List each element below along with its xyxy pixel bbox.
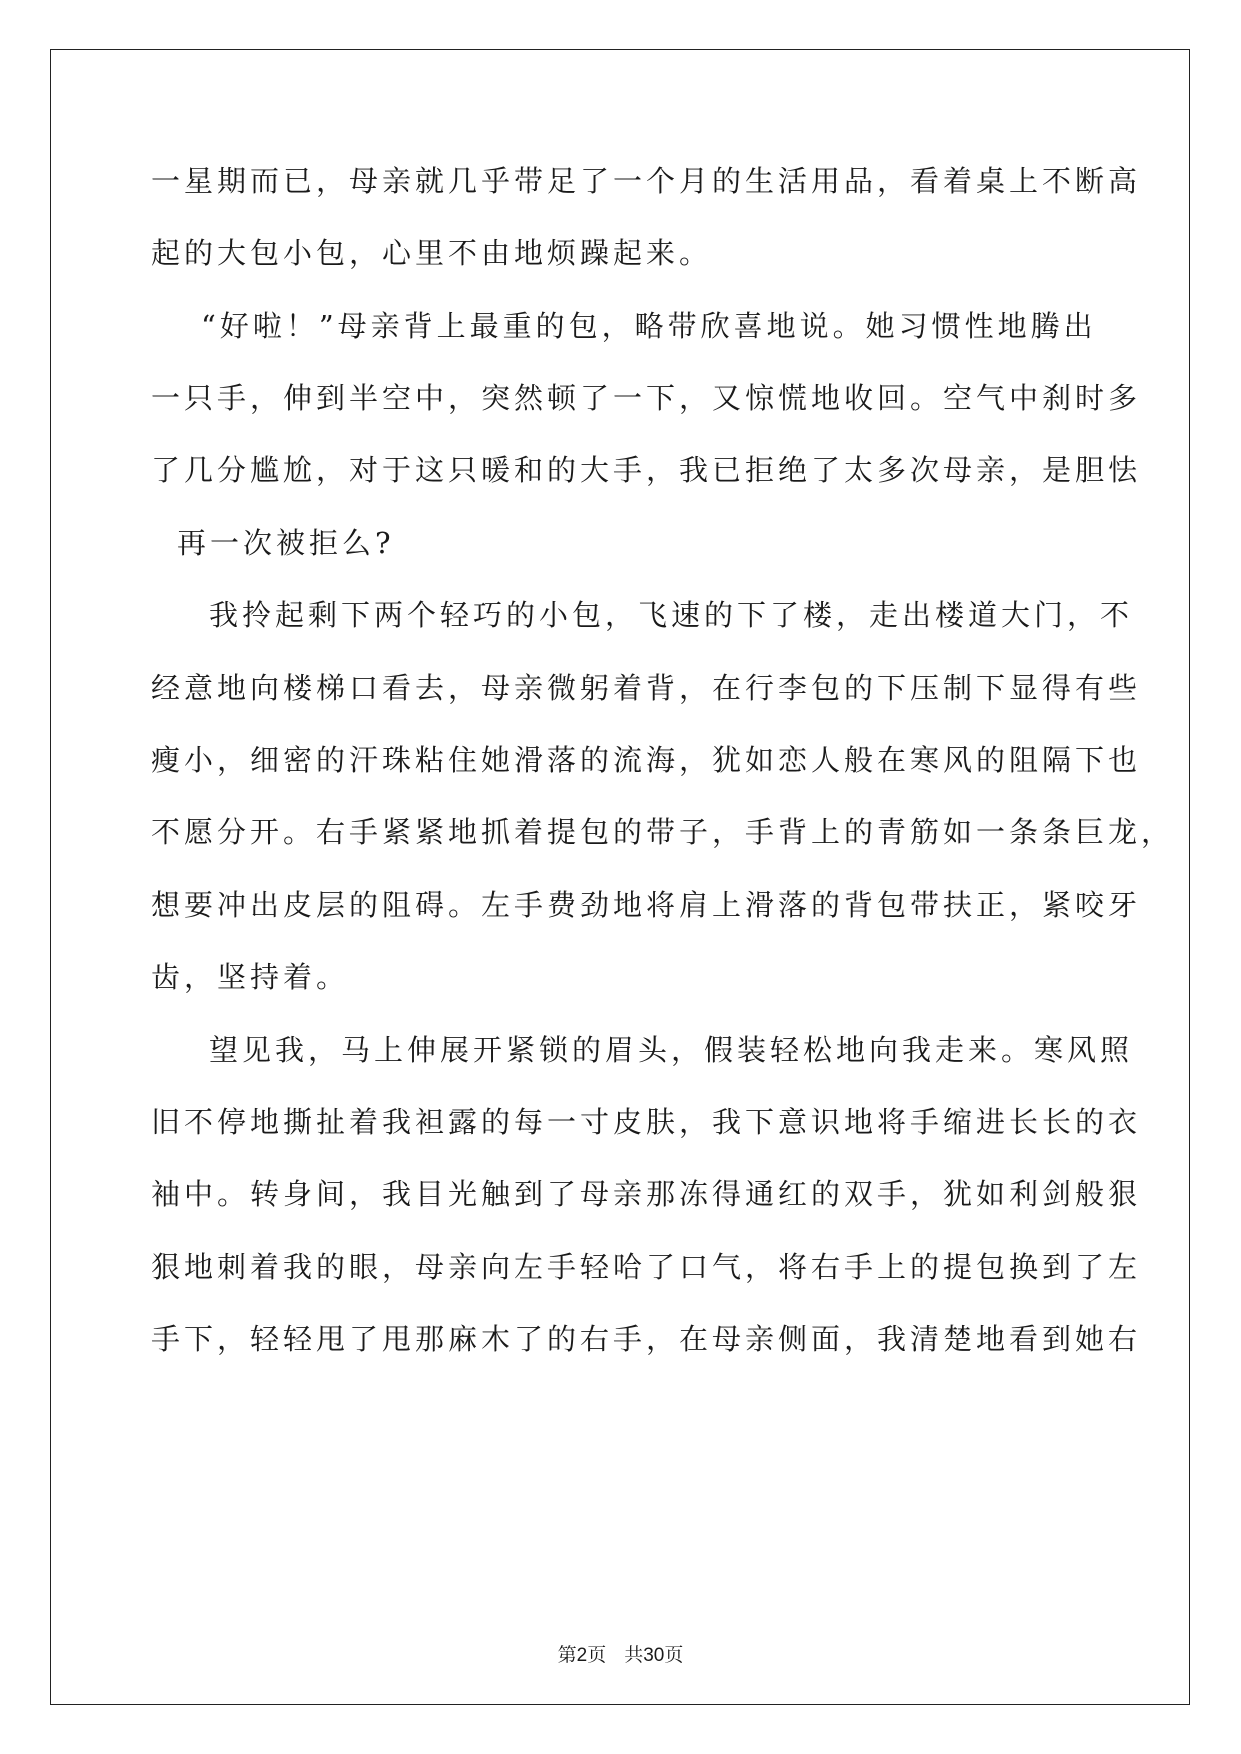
text-line: 了几分尴尬，对于这只暖和的大手，我已拒绝了太多次母亲，是胆怯 — [151, 453, 1142, 487]
text-line: 袖中。转身间，我目光触到了母亲那冻得通红的双手，犹如利剑般狠 — [151, 1177, 1142, 1211]
total-pages: 30 — [643, 1645, 665, 1666]
text-line: “好啦！”母亲背上最重的包，略带欣喜地说。她习惯性地腾出 — [201, 309, 1097, 343]
page-label-suffix: 页 — [587, 1644, 607, 1666]
text-line: 旧不停地撕扯着我袒露的每一寸皮肤，我下意识地将手缩进长长的衣 — [151, 1105, 1142, 1139]
page-footer — [0, 1640, 1241, 1667]
text-line: 手下，轻轻甩了甩那麻木了的右手，在母亲侧面，我清楚地看到她右 — [151, 1322, 1142, 1356]
text-line: 狠地刺着我的眼，母亲向左手轻哈了口气，将右手上的提包换到了左 — [151, 1250, 1142, 1284]
page-number: 2 — [576, 1645, 588, 1666]
text-line: 瘦小，细密的汗珠粘住她滑落的流海，犹如恋人般在寒风的阻隔下也 — [151, 743, 1142, 777]
total-label-prefix: 共 — [624, 1644, 644, 1666]
text-line: 起的大包小包，心里不由地烦躁起来。 — [151, 236, 713, 270]
total-label-suffix: 页 — [664, 1644, 684, 1666]
text-line: 齿，坚持着。 — [151, 960, 350, 994]
text-line: 经意地向楼梯口看去，母亲微躬着背，在行李包的下压制下显得有些 — [151, 671, 1142, 705]
text-line: 一只手，伸到半空中，突然顿了一下，又惊慌地收回。空气中刹时多 — [151, 381, 1142, 415]
page-label-prefix: 第 — [557, 1644, 577, 1666]
text-line: 再一次被拒么? — [177, 526, 395, 560]
text-line: 想要冲出皮层的阻碍。左手费劲地将肩上滑落的背包带扶正，紧咬牙 — [151, 888, 1142, 922]
text-line: 不愿分开。右手紧紧地抓着提包的带子，手背上的青筋如一条条巨龙， — [151, 815, 1175, 849]
text-line: 望见我，马上伸展开紧锁的眉头，假装轻松地向我走来。寒风照 — [209, 1033, 1134, 1067]
text-line: 我拎起剩下两个轻巧的小包，飞速的下了楼，走出楼道大门，不 — [209, 598, 1134, 632]
page-border — [50, 49, 1190, 1705]
text-line: 一星期而已，母亲就几乎带足了一个月的生活用品，看着桌上不断高 — [151, 164, 1142, 198]
